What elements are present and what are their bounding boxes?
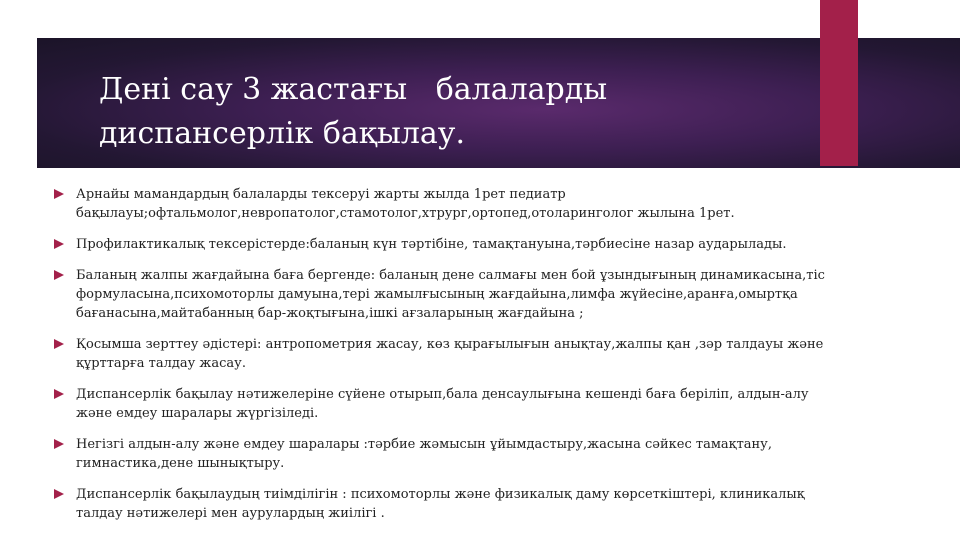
list-item bbox=[54, 335, 834, 373]
list-item bbox=[54, 266, 834, 323]
accent-bar bbox=[820, 0, 858, 166]
bullet-text: Баланың жалпы жағдайына баға бергенде: баланың дене салмағы мен бой ұзындығының динамикасына,тіс формуласына,психомоторлы дамуына,тері жамылғысының жағдайына,лимфа жүйесіне,аранға,омыртқа бағанасына,майтабанның бар-жоқтығына,ішкі ағзаларының жағдайына ; bbox=[76, 268, 825, 321]
triangle-bullet-icon bbox=[54, 189, 64, 199]
list-item bbox=[54, 385, 834, 423]
bullet-text: Диспансерлік бақылау нәтижелеріне сүйене отырып,бала денсаулығына кешенді баға беріліп, алдын-алу және емдеу шаралары жүргізіледі. bbox=[76, 387, 809, 421]
bullet-text: Арнайы мамандардың балаларды тексеруі жарты жылда 1рет педиатр бақылауы;офтальмолог,невропатолог,стамотолог,хтрург,ортопед,отоларинголог жылына 1рет. bbox=[76, 187, 735, 221]
slide-title: Дені сау 3 жастағы балаларды диспансерлік бақылау. bbox=[99, 72, 608, 151]
list-item bbox=[54, 185, 834, 223]
bullet-text: Қосымша зерттеу әдістері: антропометрия жасау, көз қырағылығын анықтау,жалпы қан ,зәр талдауы және құрттарға талдау жасау. bbox=[76, 337, 824, 371]
bullet-list bbox=[54, 185, 834, 535]
triangle-bullet-icon bbox=[54, 270, 64, 280]
list-item bbox=[54, 485, 834, 523]
triangle-bullet-icon bbox=[54, 339, 64, 349]
bullet-text: Негізгі алдын-алу және емдеу шаралары :тәрбие жәмысын ұйымдастыру,жасына сәйкес тамақтану, гимнастика,дене шынықтыру. bbox=[76, 437, 772, 471]
bullet-text: Профилактикалық тексерістерде:баланың күн тәртібіне, тамақтануына,тәрбиесіне назар аударылады. bbox=[76, 237, 787, 252]
bullet-text: Диспансерлік бақылаудың тиімділігін : психомоторлы және физикалық даму көрсеткіштері, клиникалық талдау нәтижелері мен аурулардың жиілігі . bbox=[76, 487, 805, 521]
list-item bbox=[54, 235, 834, 254]
triangle-bullet-icon bbox=[54, 489, 64, 499]
triangle-bullet-icon bbox=[54, 439, 64, 449]
triangle-bullet-icon bbox=[54, 239, 64, 249]
list-item bbox=[54, 435, 834, 473]
triangle-bullet-icon bbox=[54, 389, 64, 399]
